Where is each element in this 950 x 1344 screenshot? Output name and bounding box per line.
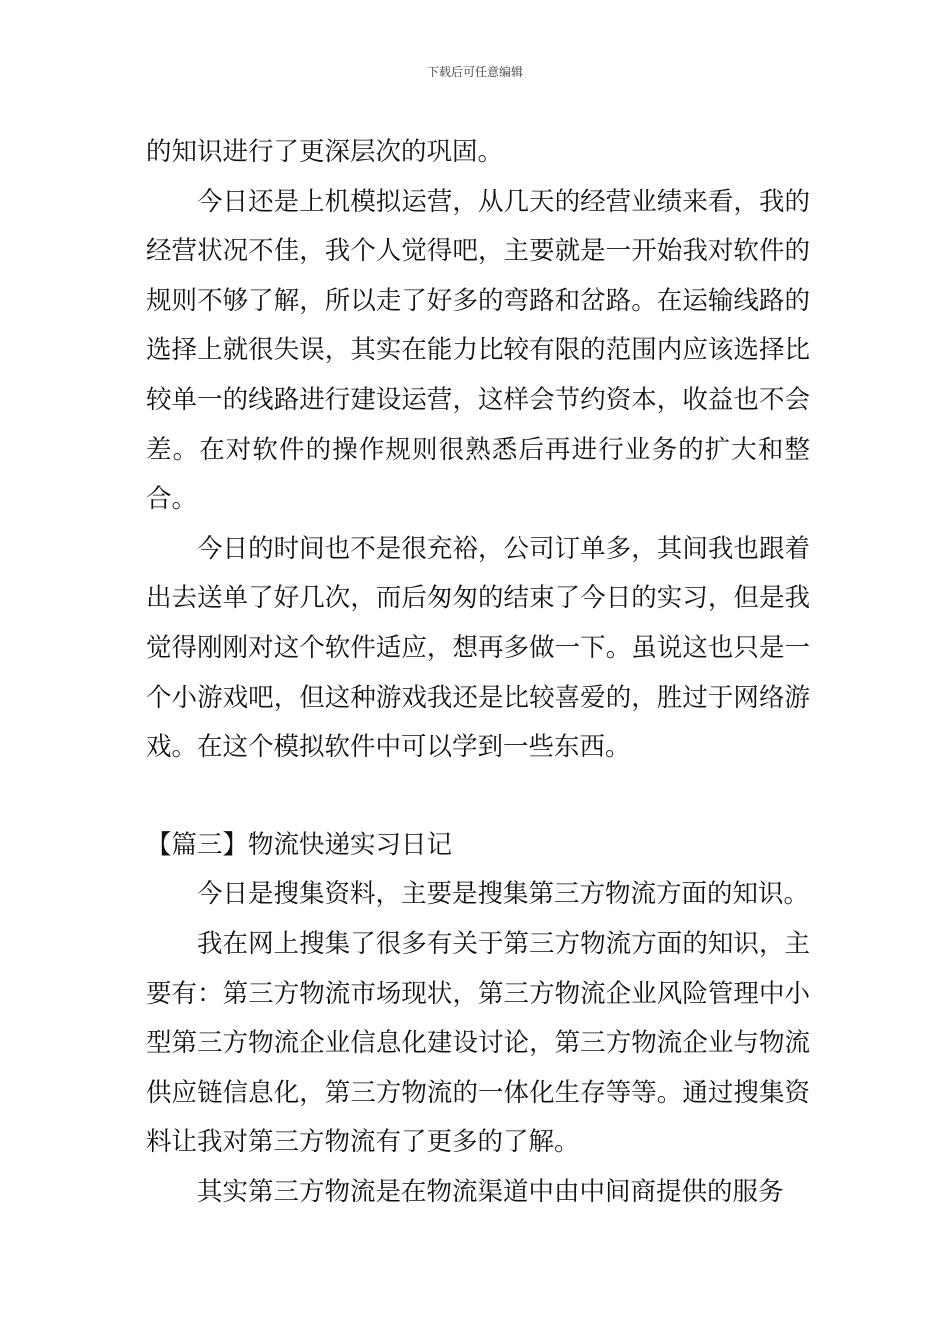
- paragraph-time: 今日的时间也不是很充裕，公司订单多，其间我也跟着出去送单了好几次，而后匆匆的结束了今日的实习，但是我觉得刚刚对这个软件适应，想再多做一下。虽说这也只是一个小游戏吧，但这种游戏我还是比较喜爱的，胜过于网络游戏。在这个模拟软件中可以学到一些东西。: [146, 533, 810, 763]
- document-body: [146, 128, 810, 1217]
- paragraph-continuation: 的知识进行了更深层次的巩固。: [146, 137, 504, 167]
- paragraph-simulation: 今日还是上机模拟运营，从几天的经营业绩来看，我的经营状况不佳，我个人觉得吧，主要就是一开始我对软件的规则不够了解，所以走了好多的弯路和岔路。在运输线路的选择上就很失误，其实在能力比较有限的范围内应该选择比较单一的线路进行建设运营，这样会节约资本，收益也不会差。在对软件的操作规则很熟悉后再进行业务的扩大和整合。: [146, 186, 810, 515]
- paragraph-third-party-logistics: 其实第三方物流是在物流渠道中由中间商提供的服务: [197, 1176, 784, 1207]
- paragraph-online-research: 我在网上搜集了很多有关于第三方物流方面的知识，主要有：第三方物流市场现状，第三方物流企业风险管理中小型第三方物流企业信息化建设讨论，第三方物流企业与物流供应链信息化，第三方物流的一体化生存等等。通过搜集资料让我对第三方物流有了更多的了解。: [146, 928, 810, 1158]
- section-heading: 【篇三】物流快递实习日记: [146, 829, 453, 860]
- paragraph-collect-materials: 今日是搜集资料，主要是搜集第三方物流方面的知识。: [197, 879, 810, 910]
- section-three: [146, 821, 810, 1218]
- page-header-note: 下载后可任意编辑: [426, 65, 523, 79]
